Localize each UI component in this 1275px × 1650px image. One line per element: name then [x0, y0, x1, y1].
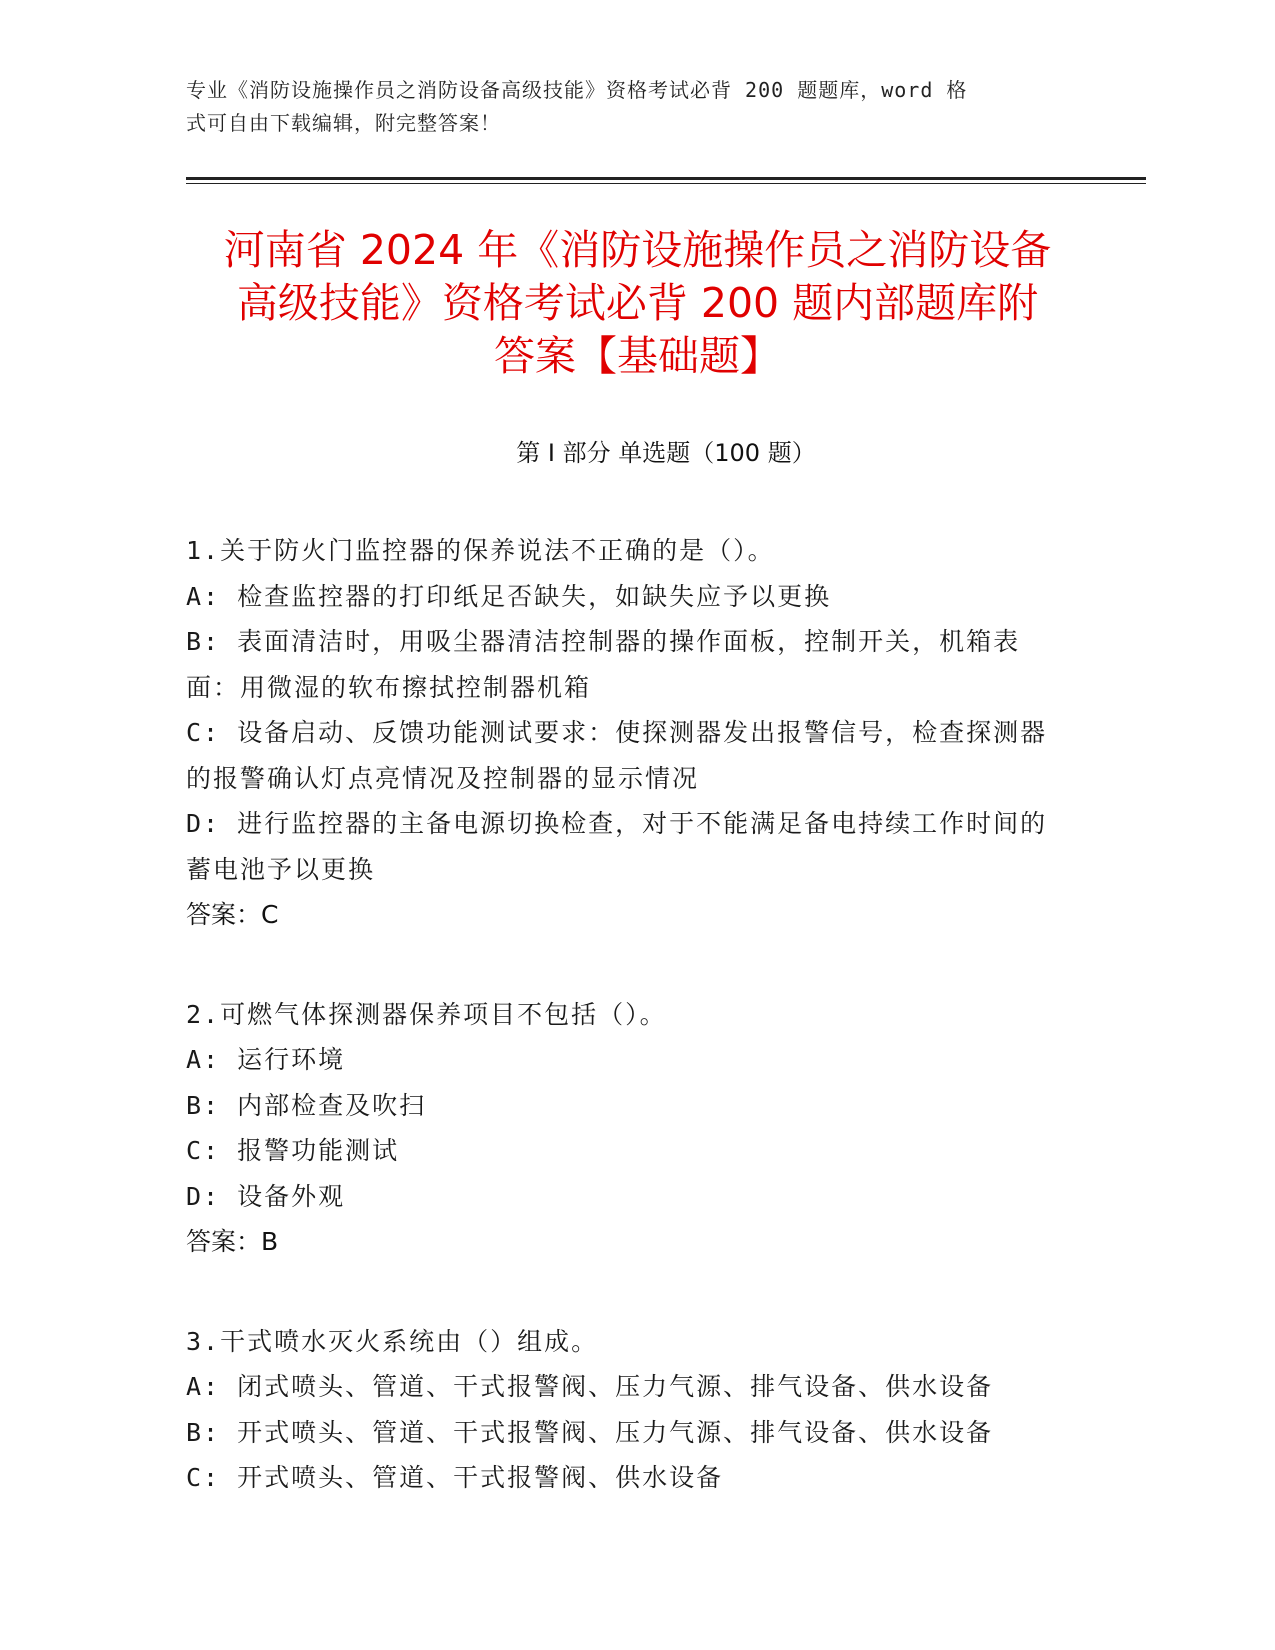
option-a: A: 检查监控器的打印纸足否缺失，如缺失应予以更换	[186, 581, 832, 611]
answer: 答案：B	[186, 1227, 279, 1256]
title-line-2: 高级技能》资格考试必背 200 题内部题库附	[236, 279, 1039, 327]
header-note	[186, 74, 1066, 140]
header-note-line-1: 专业《消防设施操作员之消防设备高级技能》资格考试必背 200 题题库，word 格	[186, 78, 968, 102]
header-divider-thin	[186, 183, 1146, 184]
document-title	[170, 224, 1105, 383]
option-c: C: 报警功能测试	[186, 1136, 400, 1165]
answer: 答案：C	[186, 900, 279, 929]
option-a: A: 闭式喷头、管道、干式报警阀、压力气源、排气设备、供水设备	[186, 1372, 994, 1401]
question-stem: 3.干式喷水灭火系统由（）组成。	[186, 1326, 599, 1356]
title-line-1: 河南省 2024 年《消防设施操作员之消防设备	[223, 226, 1052, 274]
option-c: C: 设备启动、反馈功能测试要求：使探测器发出报警信号，检查探测器的报警确认灯点亮情况及控制器的显示情况	[186, 718, 1048, 793]
question-3	[186, 1319, 1066, 1501]
title-line-3: 答案【基础题】	[494, 332, 781, 380]
header-divider-thick	[186, 177, 1146, 180]
option-b: B: 表面清洁时，用吸尘器清洁控制器的操作面板，控制开关，机箱表面：用微湿的软布擦拭控制器机箱	[186, 627, 1021, 702]
option-b: B: 内部检查及吹扫	[186, 1090, 427, 1120]
option-d: D: 进行监控器的主备电源切换检查，对于不能满足备电持续工作时间的蓄电池予以更换	[186, 809, 1048, 884]
option-c: C: 开式喷头、管道、干式报警阀、供水设备	[186, 1463, 724, 1492]
question-stem: 1.关于防火门监控器的保养说法不正确的是（）。	[186, 536, 775, 565]
question-list	[186, 528, 1066, 1555]
question-1	[186, 528, 1066, 938]
question-2	[186, 992, 1066, 1265]
header-note-line-2: 式可自由下载编辑，附完整答案！	[186, 111, 501, 135]
option-a: A: 运行环境	[186, 1045, 346, 1074]
question-stem: 2.可燃气体探测器保养项目不包括（）。	[186, 999, 667, 1029]
option-b: B: 开式喷头、管道、干式报警阀、压力气源、排气设备、供水设备	[186, 1417, 994, 1447]
option-d: D: 设备外观	[186, 1181, 346, 1211]
section-title: 第 I 部分 单选题（100 题）	[516, 439, 816, 467]
